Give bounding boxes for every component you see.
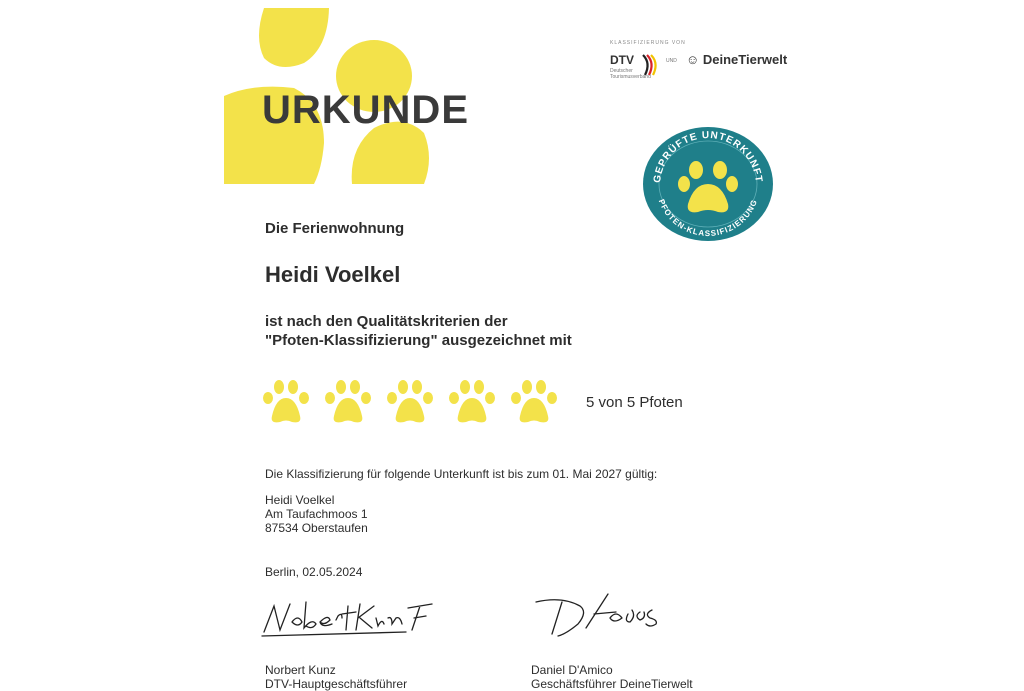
address-block [265,493,368,535]
signatory-1-name: Norbert Kunz [265,663,336,677]
signature-daniel-damico [532,588,672,640]
criteria-text [265,312,572,350]
paw-icon [511,380,557,422]
partner-logos [608,40,808,90]
und-label: UND [666,58,677,64]
deinetierwelt-text: DeineTierwelt [702,52,788,67]
paw-icon [263,380,309,422]
rating-label: 5 von 5 Pfoten [586,394,683,411]
signatory-1-role: DTV-Hauptgeschäftsführer [265,677,408,691]
paw-icon [325,380,371,422]
property-name: Heidi Voelkel [265,262,401,287]
property-type: Die Ferienwohnung [265,220,405,237]
dtv-logo: DTV [610,53,634,67]
seal-bottom-text: PFOTEN-KLASSIFIZIERUNG [656,197,760,239]
signatory-2-name: Daniel D'Amico [531,663,613,677]
seal-top-text: GEPRÜFTE UNTERKUNFT [651,129,764,184]
validity-text: Die Klassifizierung für folgende Unterkunft ist bis zum 01. Mai 2027 gültig: [265,467,658,481]
paw-rating [258,378,568,426]
address-line: 87534 Oberstaufen [265,521,368,535]
dtv-subtitle: Deutscher Tourismusverband [610,68,651,80]
criteria-line-2: "Pfoten-Klassifizierung" ausgezeichnet mit [265,332,572,349]
signatory-2-role: Geschäftsführer DeineTierwelt [531,677,693,691]
klassifizierung-label: KLASSIFIZIERUNG VON [610,40,686,46]
paw-icon [449,380,495,422]
place-date: Berlin, 02.05.2024 [265,565,363,579]
smiley-icon: ☺ [686,52,703,67]
deinetierwelt-logo [686,52,787,67]
certification-seal [642,126,774,242]
certificate-title: URKUNDE [262,88,469,132]
signature-norbert-kunz [256,596,446,640]
paw-icon [387,380,433,422]
criteria-line-1: ist nach den Qualitätskriterien der [265,313,508,330]
address-line: Heidi Voelkel [265,493,335,507]
address-line: Am Taufachmoos 1 [265,507,368,521]
